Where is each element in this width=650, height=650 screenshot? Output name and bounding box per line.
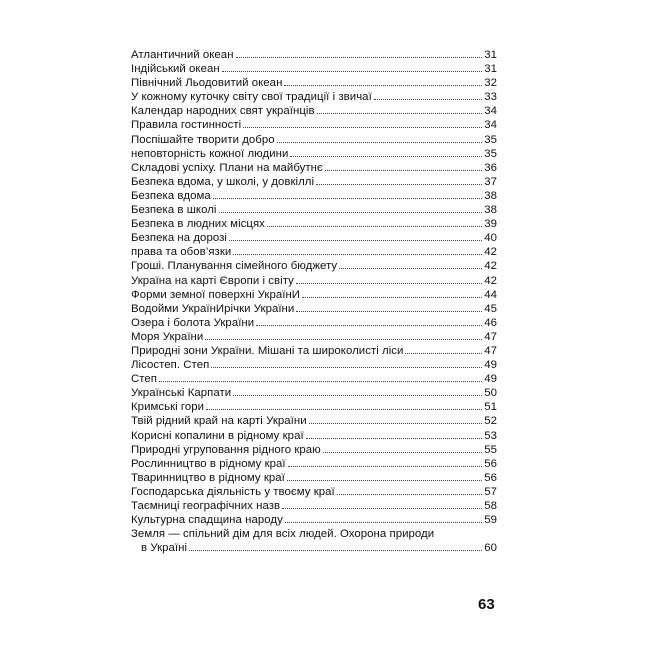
dot-leader bbox=[325, 170, 482, 171]
dot-leader bbox=[302, 297, 482, 298]
toc-entry-title: Календар народних свят українців bbox=[131, 105, 315, 118]
toc-entry bbox=[131, 372, 497, 386]
toc-entry-page: 36 bbox=[484, 161, 497, 174]
toc-entry-title: Складові успіху. Плани на майбутнє bbox=[131, 161, 323, 174]
dot-leader bbox=[267, 226, 482, 227]
toc-entry-page: 46 bbox=[484, 316, 497, 329]
toc-entry bbox=[131, 443, 497, 457]
toc-entry bbox=[131, 76, 497, 90]
toc-entry-page: 42 bbox=[484, 274, 497, 287]
toc-entry-title-line2: в Україні bbox=[141, 542, 188, 555]
toc-entry-title: Україна на карті Європи і світу bbox=[131, 274, 294, 287]
toc-entry-page: 57 bbox=[484, 485, 497, 498]
toc-entry bbox=[131, 302, 497, 316]
toc-entry-title: Північний Льодовитий океан bbox=[131, 77, 283, 90]
toc-entry bbox=[131, 147, 497, 161]
dot-leader bbox=[337, 494, 482, 495]
toc-entry-title: Лісостеп. Степ bbox=[131, 359, 210, 372]
toc-entry-page: 40 bbox=[484, 232, 497, 245]
toc-entry-page: 42 bbox=[484, 260, 497, 273]
toc-entry bbox=[131, 245, 497, 259]
dot-leader bbox=[222, 71, 482, 72]
dot-leader bbox=[282, 508, 482, 509]
toc-entry-title: Культурна спадщина народу bbox=[131, 514, 283, 527]
dot-leader bbox=[287, 480, 482, 481]
dot-leader bbox=[288, 466, 482, 467]
toc-entry-page: 47 bbox=[484, 344, 497, 357]
dot-leader bbox=[206, 409, 482, 410]
toc-entry bbox=[131, 175, 497, 189]
toc-entry-page: 49 bbox=[484, 373, 497, 386]
toc-entry-title: Таємниці географічних назв bbox=[131, 500, 281, 512]
dot-leader bbox=[323, 452, 482, 453]
toc-entry bbox=[131, 457, 497, 471]
toc-entry-page: 45 bbox=[484, 302, 497, 315]
dot-leader bbox=[374, 99, 482, 100]
toc-entry-page: 55 bbox=[484, 443, 497, 456]
toc-entries bbox=[131, 48, 497, 527]
toc-entry bbox=[131, 358, 497, 372]
dot-leader bbox=[277, 142, 482, 143]
toc-entry-page: 58 bbox=[484, 500, 497, 512]
toc-entry-title: Рослинництво в рідному краї bbox=[131, 457, 286, 470]
toc-entry-title: Моря України bbox=[131, 330, 204, 343]
toc-entry-title: Безпека на дорозі bbox=[131, 232, 227, 245]
toc-entry bbox=[131, 231, 497, 245]
dot-leader bbox=[317, 113, 482, 114]
toc-entry-page: 39 bbox=[484, 218, 497, 231]
dot-leader bbox=[256, 325, 482, 326]
dot-leader bbox=[159, 381, 482, 382]
toc-entry-page: 38 bbox=[484, 204, 497, 217]
toc-entry-page: 32 bbox=[484, 77, 497, 90]
dot-leader bbox=[306, 438, 482, 439]
toc-entry-title: Кримські гори bbox=[131, 401, 205, 414]
toc-entry-page: 31 bbox=[484, 63, 497, 76]
table-of-contents bbox=[131, 48, 497, 555]
dot-leader bbox=[233, 395, 482, 396]
toc-entry-title: Природні угруповання рідного краю bbox=[131, 443, 321, 456]
dot-leader bbox=[211, 367, 482, 368]
toc-entry-page: 47 bbox=[484, 330, 497, 343]
toc-entry bbox=[131, 400, 497, 414]
toc-entry-title: Природні зони України. Мішані та широколисті ліси bbox=[131, 344, 404, 357]
toc-entry-page: 37 bbox=[484, 175, 497, 188]
toc-entry bbox=[131, 104, 497, 118]
toc-entry-page: 34 bbox=[484, 105, 497, 118]
toc-entry-page: 56 bbox=[484, 471, 497, 484]
dot-leader bbox=[405, 353, 482, 354]
toc-entry-page: 59 bbox=[484, 514, 497, 527]
dot-leader bbox=[296, 283, 482, 284]
toc-entry bbox=[131, 48, 497, 62]
toc-entry-title: Господарська діяльність у твоєму краї bbox=[131, 485, 335, 498]
toc-entry-page: 56 bbox=[484, 457, 497, 470]
dot-leader bbox=[236, 57, 482, 58]
toc-entry bbox=[131, 133, 497, 147]
dot-leader bbox=[284, 85, 482, 86]
toc-entry bbox=[131, 429, 497, 443]
toc-entry-page: 44 bbox=[484, 288, 497, 301]
toc-entry bbox=[131, 161, 497, 175]
toc-entry-page: 33 bbox=[484, 91, 497, 104]
toc-entry-title: Гроші. Планування сімейного бюджету bbox=[131, 260, 338, 273]
page-number: 63 bbox=[478, 596, 495, 613]
toc-entry-title-line1: Земля — спільний дім для всіх людей. Охорона природи bbox=[131, 528, 435, 541]
toc-entry bbox=[131, 217, 497, 231]
toc-entry-multiline bbox=[131, 527, 497, 555]
toc-entry-title: Озера і болота України bbox=[131, 316, 255, 329]
dot-leader bbox=[233, 254, 482, 255]
toc-entry bbox=[131, 118, 497, 132]
toc-entry bbox=[131, 330, 497, 344]
toc-entry bbox=[131, 316, 497, 330]
dot-leader bbox=[205, 339, 482, 340]
toc-entry-title: Безпека в школі bbox=[131, 204, 217, 217]
dot-leader bbox=[229, 240, 482, 241]
toc-entry-title: неповторність кожної людини bbox=[131, 147, 289, 160]
toc-entry-page: 35 bbox=[484, 147, 497, 160]
toc-entry bbox=[131, 414, 497, 428]
toc-entry-title: Безпека в людних місцях bbox=[131, 218, 265, 231]
toc-entry bbox=[131, 274, 497, 288]
toc-entry bbox=[131, 62, 497, 76]
toc-entry bbox=[131, 485, 497, 499]
toc-entry-title: Українські Карпати bbox=[131, 387, 232, 400]
toc-entry bbox=[131, 499, 497, 513]
toc-entry-title: Правила гостинності bbox=[131, 119, 242, 132]
toc-entry bbox=[131, 189, 497, 203]
toc-entry bbox=[131, 259, 497, 273]
dot-leader bbox=[296, 311, 482, 312]
dot-leader bbox=[316, 184, 482, 185]
dot-leader bbox=[219, 212, 483, 213]
toc-entry-page: 38 bbox=[484, 189, 497, 202]
toc-entry-title: Твій рідний край на карті України bbox=[131, 415, 307, 428]
toc-entry-title: Корисні копалини в рідному краї bbox=[131, 429, 304, 442]
toc-entry-title: У кожному куточку світу свої традиції і звичаї bbox=[131, 91, 372, 104]
dot-leader bbox=[285, 522, 482, 523]
toc-entry-page: 60 bbox=[484, 542, 497, 555]
toc-entry-title: Форми земної поверхні УкраїнИ bbox=[131, 288, 301, 301]
toc-entry-page: 50 bbox=[484, 387, 497, 400]
toc-entry-page: 53 bbox=[484, 429, 497, 442]
toc-entry-title: Степ bbox=[131, 373, 158, 386]
toc-entry-page: 31 bbox=[484, 49, 497, 61]
dot-leader bbox=[290, 156, 482, 157]
toc-entry-title: права та обов’язки bbox=[131, 246, 232, 259]
dot-leader bbox=[189, 550, 482, 551]
toc-entry bbox=[131, 288, 497, 302]
toc-entry bbox=[131, 344, 497, 358]
toc-entry-page: 51 bbox=[484, 401, 497, 414]
dot-leader bbox=[243, 127, 482, 128]
toc-entry-page: 49 bbox=[484, 359, 497, 372]
toc-entry-title: Безпека вдома bbox=[131, 189, 211, 202]
toc-entry-title: Безпека вдома, у школі, у довкіллі bbox=[131, 175, 315, 188]
toc-entry-title: Водойми УкраїнИрічки України bbox=[131, 302, 295, 315]
toc-entry bbox=[131, 203, 497, 217]
dot-leader bbox=[339, 268, 482, 269]
toc-entry-page: 42 bbox=[484, 246, 497, 259]
dot-leader bbox=[309, 423, 482, 424]
toc-entry-title: Атлантичний океан bbox=[131, 49, 234, 61]
toc-entry bbox=[131, 513, 497, 527]
toc-entry-title: Поспішайте творити добро bbox=[131, 133, 275, 146]
toc-entry-title: Індійський океан bbox=[131, 63, 220, 76]
toc-entry-page: 35 bbox=[484, 133, 497, 146]
toc-entry-page: 52 bbox=[484, 415, 497, 428]
toc-entry bbox=[131, 471, 497, 485]
toc-entry-title: Тваринництво в рідному краї bbox=[131, 471, 285, 484]
dot-leader bbox=[213, 198, 482, 199]
toc-entry bbox=[131, 90, 497, 104]
toc-entry-page: 34 bbox=[484, 119, 497, 132]
toc-entry bbox=[131, 386, 497, 400]
